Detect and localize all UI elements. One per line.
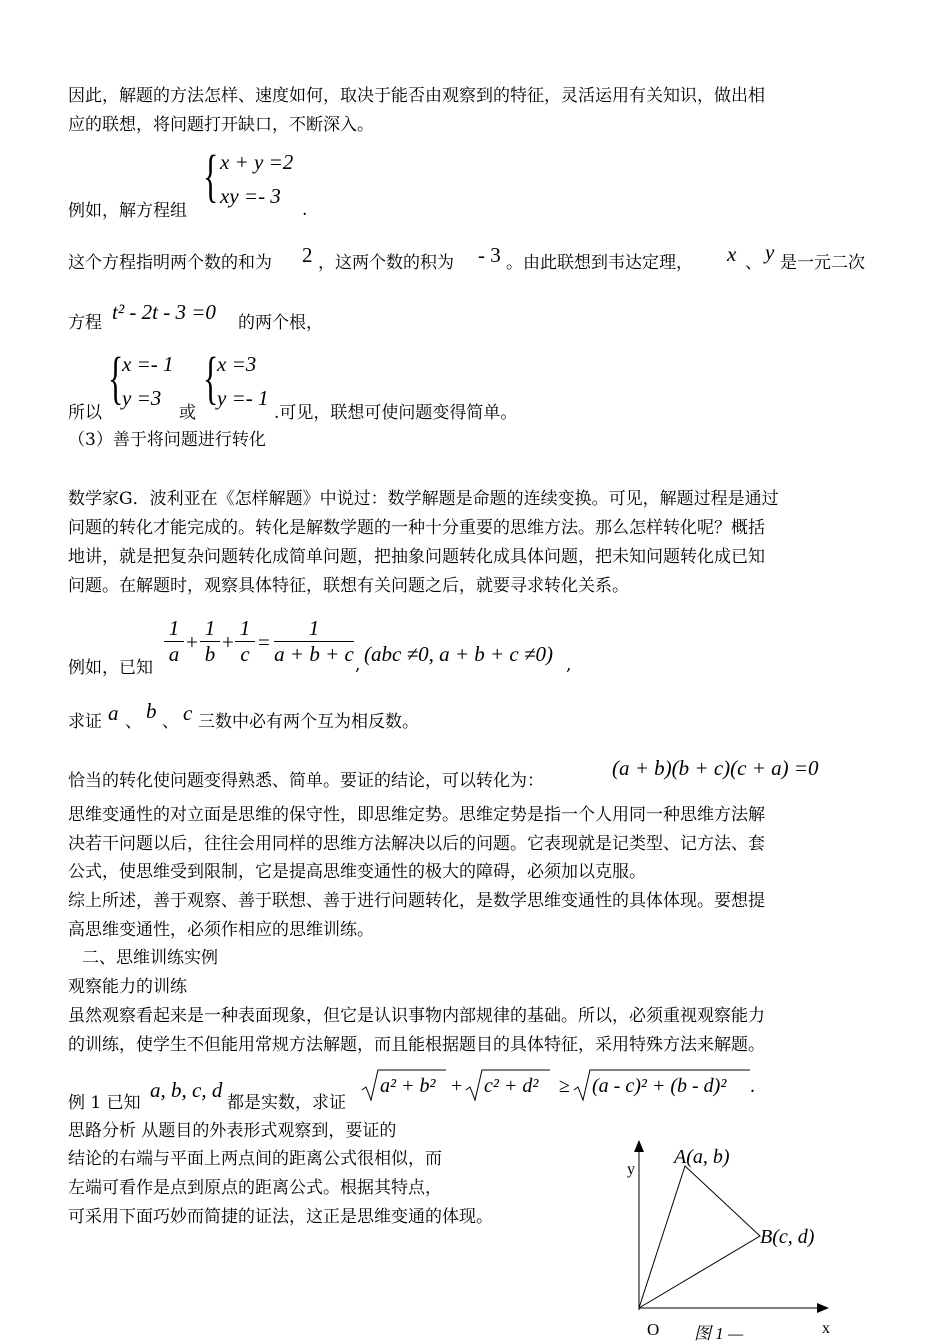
condition: (abc ≠0, a + b + c ≠0)	[364, 642, 554, 666]
operator: +	[451, 1075, 463, 1097]
x-axis-arrow	[817, 1303, 829, 1313]
point-a-label: A(a, b)	[674, 1146, 730, 1168]
text: 是一元二次	[780, 253, 865, 273]
equation: x =3	[217, 352, 257, 376]
section-heading: 二、思维训练实例	[82, 948, 218, 968]
heading: （3）善于将问题进行转化	[68, 430, 266, 450]
text: 这个方程指明两个数的和为	[68, 253, 272, 273]
left-brace: {	[203, 143, 219, 208]
triangle	[639, 1166, 760, 1308]
paragraph-line: 的训练，使学生不但能用常规方法解题，而且能根据题目的具体特征，采用特殊方法来解题。	[68, 1035, 765, 1055]
figure-1	[600, 1135, 870, 1342]
math-var: c	[183, 701, 193, 725]
fraction: $\frac{1}{a + b + c}$	[274, 616, 354, 666]
math-value: - 3	[478, 243, 501, 267]
formula: (a + b)(b + c)(c + a) =0	[612, 756, 819, 780]
text: 例如，已知	[68, 658, 153, 678]
paragraph-line: 思维变通性的对立面是思维的保守性，即思维定势。思维定势是指一个人用同一种思维方法解	[68, 805, 765, 825]
paragraph-line: 问题的转化才能完成的。转化是解数学题的一种十分重要的思维方法。那么怎样转化呢？概括	[68, 518, 765, 538]
punctuation: .	[302, 200, 308, 220]
subsection-heading: 观察能力的训练	[68, 977, 187, 997]
punctuation: ,	[355, 655, 361, 675]
text: 或	[179, 403, 196, 423]
math-var: y	[765, 240, 775, 264]
paragraph-line: 可采用下面巧妙而简捷的证法，这正是思维变通的体现。	[68, 1207, 493, 1227]
punctuation: ,	[566, 655, 572, 675]
math-var: b	[146, 699, 157, 723]
radicand: a² + b²	[380, 1075, 436, 1097]
inequality-radicals	[360, 1066, 760, 1106]
equation: t² - 2t - 3 =0	[112, 300, 216, 324]
text: 恰当的转化使问题变得熟悉、简单。要证的结论，可以转化为：	[68, 771, 544, 791]
math-var: x	[727, 242, 737, 266]
paragraph-line: 结论的右端与平面上两点间的距离公式很相似，而	[68, 1149, 442, 1169]
left-brace: {	[108, 345, 124, 410]
text: ，这两个数的积为	[318, 253, 454, 273]
math-var: a	[108, 701, 119, 725]
text: .可见，联想可使问题变得简单。	[274, 403, 518, 423]
paragraph-line: 地讲，就是把复杂问题转化成简单问题，把抽象问题转化成具体问题，把未知问题转化成已知	[68, 547, 765, 567]
math-vars: a, b, c, d	[150, 1078, 223, 1102]
paragraph-line: 虽然观察看起来是一种表面现象，但它是认识事物内部规律的基础。所以，必须重视观察能力	[68, 1006, 765, 1026]
operator: +	[222, 630, 234, 654]
paragraph-line: 应的联想，将问题打开缺口，不断深入。	[68, 115, 374, 135]
equation: xy =- 3	[220, 184, 281, 208]
origin-label: O	[647, 1320, 660, 1339]
equation: y =- 1	[217, 386, 269, 410]
paragraph-line: 因此，解题的方法怎样、速度如何，取决于能否由观察到的特征，灵活运用有关知识，做出相	[68, 86, 765, 106]
paragraph-line: 问题。在解题时，观察具体特征，联想有关问题之后，就要寻求转化关系。	[68, 576, 629, 596]
operator: =	[258, 630, 270, 654]
text: 、	[125, 712, 142, 732]
equation: y =3	[122, 386, 162, 410]
paragraph-line: 公式，使思维受到限制，它是提高思维变通性的极大的障碍，必须加以克服。	[68, 862, 646, 882]
radicand: c² + d²	[484, 1075, 539, 1097]
fraction: $\frac{1}{a}$	[164, 616, 184, 667]
y-axis-label: y	[627, 1161, 635, 1178]
figure-caption: 图 1 —	[694, 1324, 744, 1342]
y-axis-arrow	[634, 1140, 644, 1152]
text: 、	[745, 253, 762, 273]
text: 三数中必有两个互为相反数。	[198, 712, 419, 732]
text: 方程	[68, 313, 102, 333]
paragraph-line: 高思维变通性，必须作相应的思维训练。	[68, 920, 374, 940]
paragraph-line: 综上所述，善于观察、善于联想、善于进行问题转化，是数学思维变通性的具体体现。要想提	[68, 891, 765, 911]
paragraph-line: 左端可看作是点到原点的距离公式。根据其特点，	[68, 1178, 442, 1198]
text: 。由此联想到韦达定理，	[506, 253, 693, 273]
fraction: $\frac{1}{b}$	[200, 616, 220, 667]
text: 、	[162, 712, 179, 732]
example-prefix: 例如，解方程组	[68, 201, 187, 221]
text: 求证	[68, 712, 102, 732]
paragraph-line: 数学家G．波利亚在《怎样解题》中说过：数学解题是命题的连续变换。可见，解题过程是通过	[68, 489, 779, 509]
left-brace: {	[203, 345, 219, 410]
paragraph-line: 决若干问题以后，往往会用同样的思维方法解决以后的问题。它表现就是记类型、记方法、套	[68, 834, 765, 854]
text: 都是实数，求证	[227, 1093, 346, 1113]
text: 的两个根，	[238, 313, 323, 333]
x-axis-label: x	[822, 1320, 830, 1337]
punctuation: .	[750, 1075, 755, 1097]
equation: x + y =2	[220, 150, 294, 174]
math-value: 2	[302, 243, 313, 267]
text: 所以	[68, 403, 102, 423]
radicand: (a - c)² + (b - d)²	[592, 1075, 727, 1097]
point-b-label: B(c, d)	[760, 1226, 815, 1248]
fraction: $\frac{1}{c}$	[235, 616, 255, 667]
paragraph-line: 思路分析 从题目的外表形式观察到，要证的	[68, 1121, 397, 1141]
operator: +	[186, 630, 198, 654]
operator: ≥	[559, 1075, 570, 1097]
text: 例 1 已知	[68, 1093, 141, 1113]
equation: x =- 1	[122, 352, 174, 376]
